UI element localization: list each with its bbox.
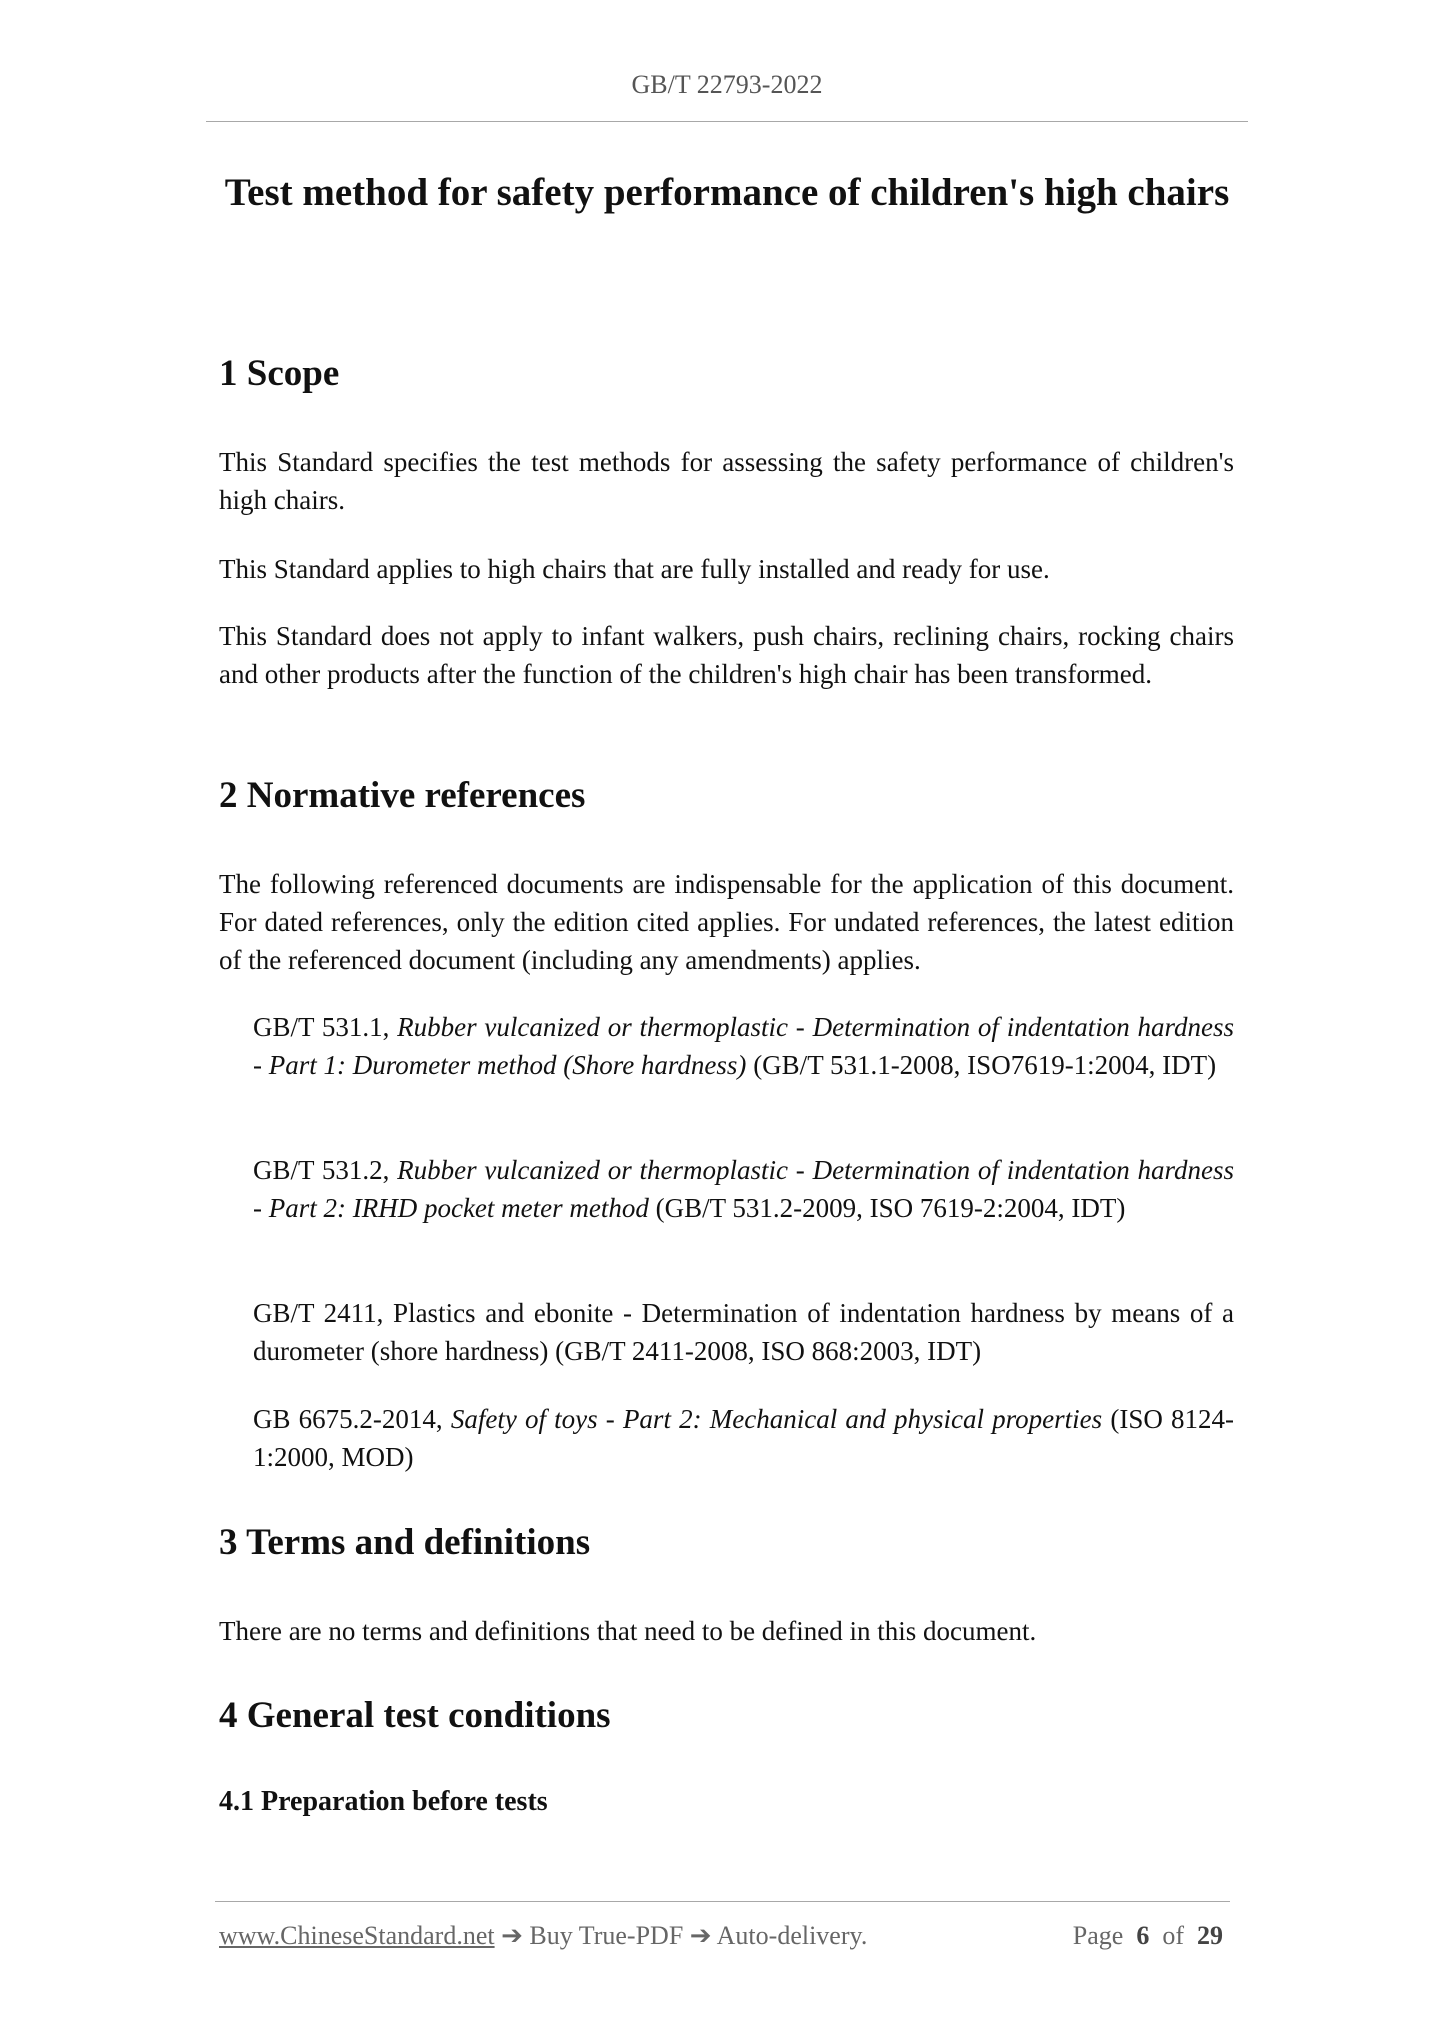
reference-item-3: GB/T 2411, Plastics and ebonite - Determination of indentation hardness by means of a durometer (shore hardness) (GB/T 2411-2008, ISO 868:2003, IDT) [253, 1298, 1234, 1366]
header-divider [206, 121, 1248, 122]
total-pages: 29 [1197, 1921, 1223, 1950]
footer-divider [215, 1901, 1230, 1902]
page-indicator: Page 6 of 29 [1072, 1921, 1223, 1950]
section-4-heading: 4 General test conditions [219, 1695, 611, 1736]
section-3-heading: 3 Terms and definitions [219, 1522, 591, 1563]
current-page: 6 [1136, 1921, 1150, 1950]
normative-intro: The following referenced documents are indispensable for the application of this document. For dated references, only the edition cited applies. For undated references, the latest edition of the referenced document (including any amendments) applies. [219, 869, 1234, 975]
scope-paragraph-1: This Standard specifies the test methods for assessing the safety performance of children's high chairs. [219, 447, 1234, 515]
scope-paragraph-3: This Standard does not apply to infant walkers, push chairs, reclining chairs, rocking chairs and other products after the function of the children's high chair has been transformed. [219, 621, 1234, 689]
scope-paragraph-2: This Standard applies to high chairs that are fully installed and ready for use. [219, 554, 1050, 584]
reference-item-1: GB/T 531.1, Rubber vulcanized or thermoplastic - Determination of indentation hardness - Part 1: Durometer method (Shore hardness) (GB/T 531.1-2008, ISO7619-1:2004, IDT) [253, 1012, 1235, 1080]
reference-item-2: GB/T 531.2, Rubber vulcanized or thermoplastic - Determination of indentation hardness - Part 2: IRHD pocket meter method (GB/T 531.2-2009, ISO 7619-2:2004, IDT) [253, 1155, 1235, 1223]
website-link[interactable]: www.ChineseStandard.net [219, 1921, 495, 1950]
arrow-right-icon: ➔ [501, 1921, 523, 1950]
section-2-heading: 2 Normative references [219, 775, 586, 816]
arrow-right-icon: ➔ [689, 1921, 712, 1950]
running-header: GB/T 22793-2022 [631, 70, 823, 99]
subsection-4-1-heading: 4.1 Preparation before tests [219, 1786, 548, 1817]
terms-paragraph: There are no terms and definitions that need to be defined in this document. [219, 1616, 1037, 1646]
footer-delivery-text: Auto-delivery. [711, 1921, 868, 1950]
document-title: Test method for safety performance of children's high chairs [224, 171, 1230, 214]
footer-buy-text: Buy True-PDF [522, 1921, 690, 1950]
section-1-heading: 1 Scope [219, 353, 340, 394]
footer-promo [219, 1921, 867, 1951]
reference-item-4: GB 6675.2-2014, Safety of toys - Part 2: Mechanical and physical properties (ISO 8124-1:2000, MOD) [253, 1404, 1234, 1472]
